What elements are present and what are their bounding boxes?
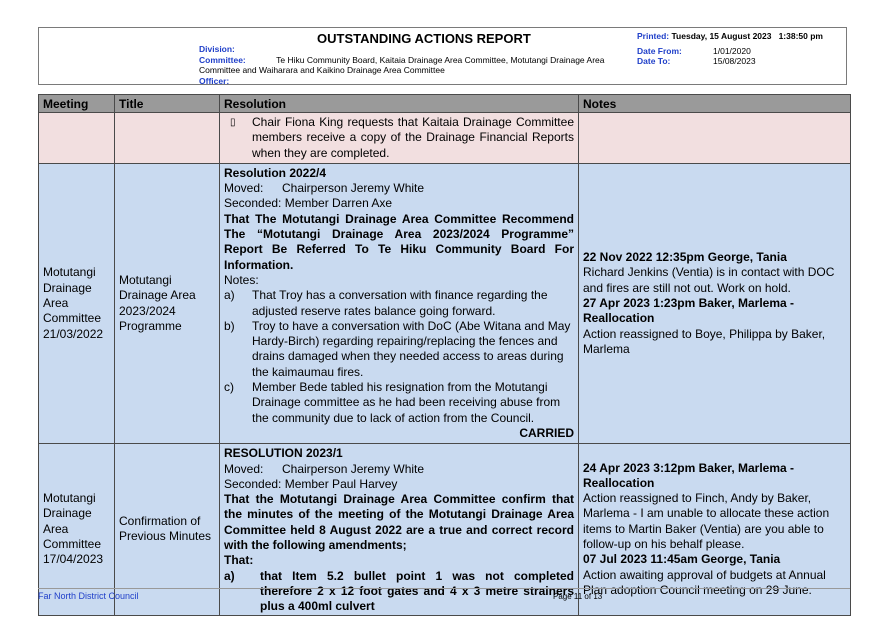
list-item	[224, 319, 574, 380]
table-header-row	[39, 95, 851, 113]
bullet-icon: ▯	[230, 117, 236, 128]
carried-label: CARRIED	[519, 425, 574, 440]
item-text: That Troy has a conversation with finance regarding the adjusted reserve rates balance going forward.	[252, 288, 548, 318]
footer-page-number: Page 11 of 13	[553, 592, 603, 601]
seconded-line: Seconded: Member Paul Harvey	[224, 476, 398, 491]
list-item	[224, 288, 574, 319]
committee-value-line1: Te Hiku Community Board, Kaitaia Drainage Area Committee, Motutangi Drainage Area	[276, 55, 605, 65]
actions-table	[38, 94, 851, 616]
note-body: Action reassigned to Boye, Philippa by Baker, Marlema	[583, 326, 826, 356]
title-cell: Motutangi Drainage Area 2023/2024 Programme	[115, 163, 220, 443]
resolution-cell	[220, 113, 579, 164]
resolution-cell	[220, 444, 579, 615]
committee-label: Committee:	[199, 55, 246, 65]
note-body: Action awaiting approval of budgets at Annual Plan adoption Council meeting on 29 June.	[583, 567, 826, 597]
item-key: c)	[224, 380, 234, 395]
col-resolution: Resolution	[220, 95, 579, 113]
date-from-label: Date From:	[637, 46, 682, 56]
item-key: b)	[224, 318, 235, 333]
list-item	[224, 569, 574, 615]
date-from-row	[637, 46, 682, 56]
note-body: Action reassigned to Finch, Andy by Baker, Marlema - I am unable to allocate these action items to Martin Baker (Ventia) are you able to follow-up on his behalf please.	[583, 491, 830, 552]
footer-org: Far North District Council	[38, 591, 139, 601]
notes-cell	[579, 163, 851, 443]
moved-value: Chairperson Jeremy White	[282, 461, 425, 476]
date-from-value: 1/01/2020	[713, 46, 751, 56]
moved-label: Moved:	[224, 461, 264, 476]
note-heading: 22 Nov 2022 12:35pm George, Tania	[583, 250, 787, 265]
title-cell	[115, 113, 220, 164]
moved-line	[224, 462, 574, 477]
date-to-label: Date To:	[637, 56, 671, 66]
printed-label: Printed:	[637, 31, 670, 41]
motion-text: That The Motutangi Drainage Area Committee Recommend The “Motutangi Drainage Area 2023/2024 Programme” Report Be Referred To Te Hiku Community Board For Information.	[224, 211, 574, 272]
note-body: Richard Jenkins (Ventia) is in contact with DOC and fires are still not out. Work on hold.	[583, 265, 835, 295]
committee-row	[199, 55, 609, 75]
that-label: That:	[224, 553, 254, 568]
date-to-row	[637, 56, 670, 66]
printed-value: Tuesday, 15 August 2023 1:38:50 pm	[671, 31, 823, 41]
notes-label: Notes:	[224, 272, 259, 287]
resolution-cell	[220, 163, 579, 443]
item-key: a)	[224, 288, 235, 303]
date-to-value: 15/08/2023	[713, 56, 756, 66]
col-notes: Notes	[579, 95, 851, 113]
officer-label: Officer:	[199, 76, 230, 86]
note-heading: 07 Jul 2023 11:45am George, Tania	[583, 552, 781, 567]
officer-row	[199, 76, 229, 86]
note-heading: 24 Apr 2023 3:12pm Baker, Marlema - Reallocation	[583, 460, 795, 490]
title-cell: Confirmation of Previous Minutes	[115, 444, 220, 615]
resolution-heading: Resolution 2022/4	[224, 165, 327, 180]
col-title: Title	[115, 95, 220, 113]
moved-label: Moved:	[224, 181, 264, 196]
table-row	[39, 163, 851, 443]
division-label: Division:	[199, 44, 235, 54]
meeting-cell: Motutangi Drainage Area Committee 21/03/2022	[39, 163, 115, 443]
motion-text: That the Motutangi Drainage Area Committee confirm that the minutes of the meeting of the Motutangi Drainage Area Committee held 8 August 2022 are a true and correct record with the following amendments;	[224, 492, 574, 553]
resolution-heading: RESOLUTION 2023/1	[224, 446, 343, 461]
meeting-cell: Motutangi Drainage Area Committee 17/04/2023	[39, 444, 115, 615]
moved-line	[224, 181, 574, 196]
item-text: Member Bede tabled his resignation from the Motutangi Drainage committee as he had been receiving abuse from the community due to lack of action from the Council.	[252, 380, 561, 425]
note-heading: 27 Apr 2023 1:23pm Baker, Marlema - Reallocation	[583, 295, 795, 326]
printed-row	[637, 31, 823, 41]
list-item	[224, 380, 574, 426]
committee-value-line2: Committee and Waiharara and Kaikino Drainage Area Committee	[199, 65, 445, 75]
footer-divider	[38, 588, 850, 589]
table-row	[39, 113, 851, 164]
notes-cell	[579, 444, 851, 615]
seconded-line: Seconded: Member Darren Axe	[224, 196, 393, 211]
meeting-cell	[39, 113, 115, 164]
report-title: OUTSTANDING ACTIONS REPORT	[317, 31, 531, 46]
notes-cell	[579, 113, 851, 164]
item-text: that Item 5.2 bullet point 1 was not completed therefore 2 x 12 foot gates and 4 x 3 metre strainers plus a 400ml culvert	[260, 568, 574, 614]
report-header	[38, 27, 847, 85]
col-meeting: Meeting	[39, 95, 115, 113]
division-row	[199, 44, 235, 54]
item-text: Troy to have a conversation with DoC (Abe Witana and May Hardy-Birch) regarding repairing/replacing the fences and drains damaged when they needed access to areas during the kaimaumau fires.	[252, 318, 571, 379]
item-key: a)	[224, 568, 235, 583]
moved-value: Chairperson Jeremy White	[282, 181, 425, 196]
resolution-text: Chair Fiona King requests that Kaitaia Drainage Committee members receive a copy of the Drainage Financial Reports when they are completed.	[252, 115, 574, 160]
table-row	[39, 444, 851, 615]
